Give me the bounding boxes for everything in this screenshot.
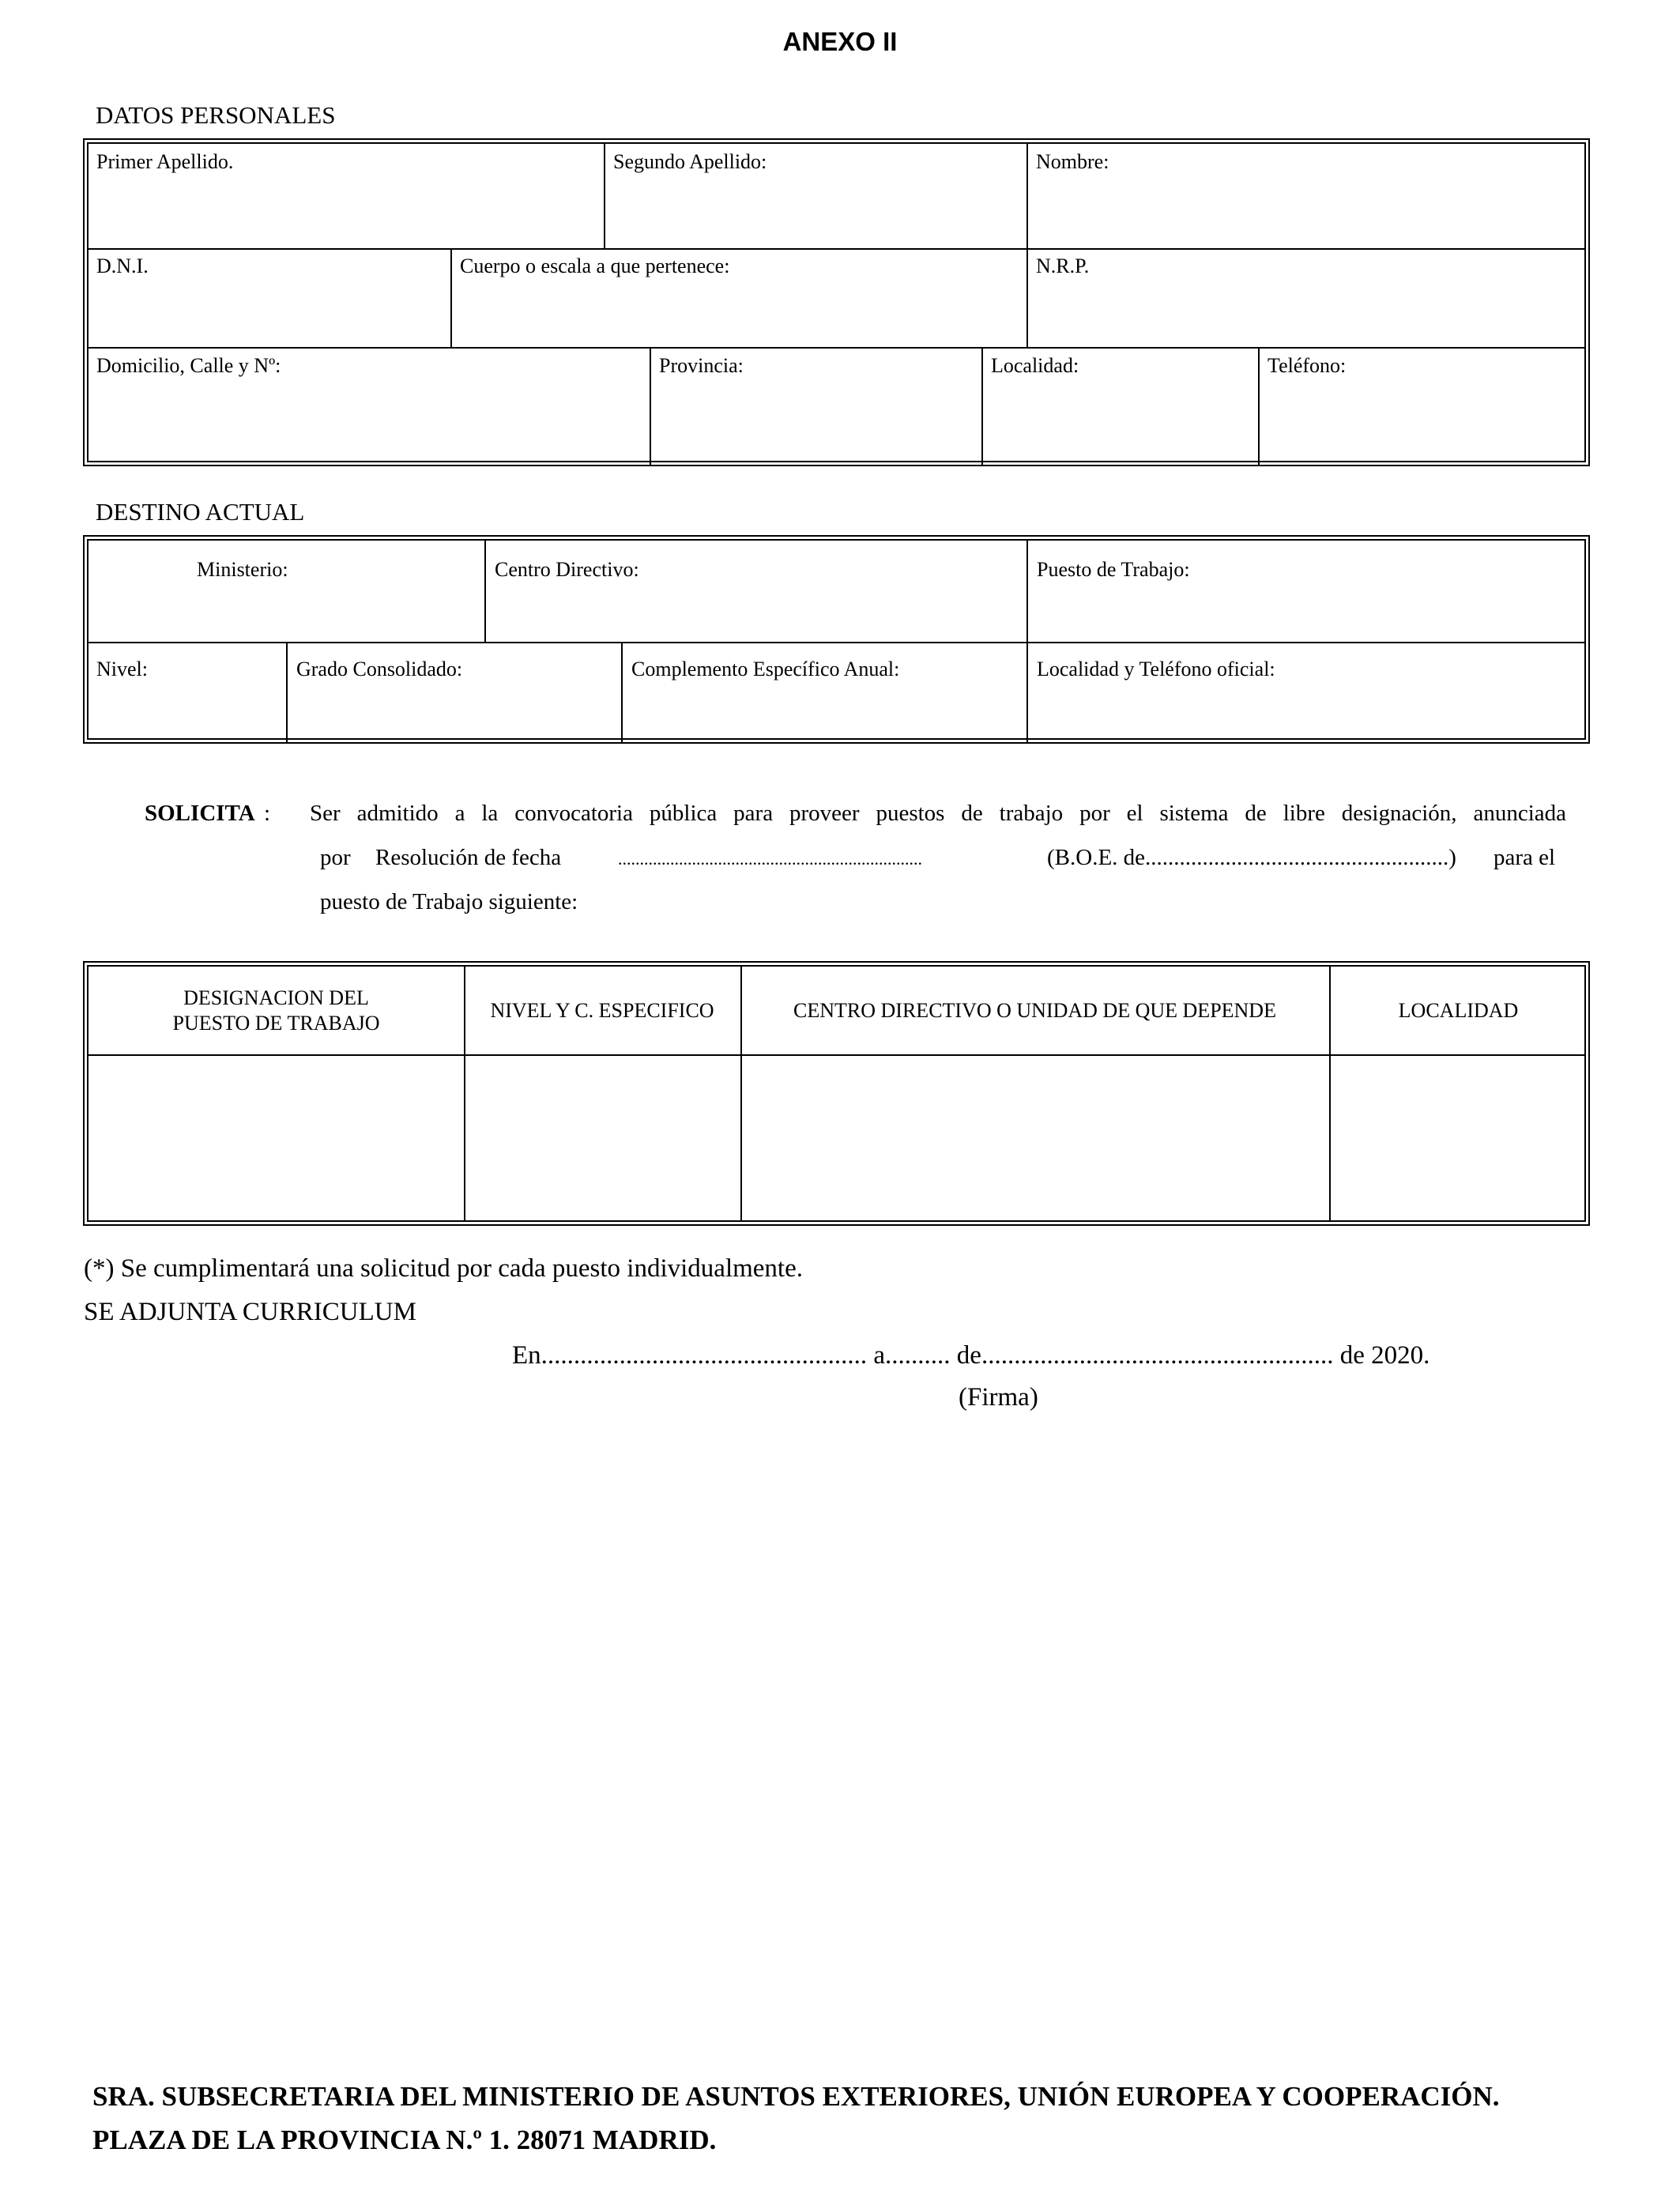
complemento-especifico-field[interactable]: Complemento Específico Anual: xyxy=(631,658,900,680)
row-divider xyxy=(89,248,1584,250)
col-divider xyxy=(286,642,288,743)
solicita-line-3: puesto de Trabajo siguiente: xyxy=(320,889,578,914)
datos-personales-heading: DATOS PERSONALES xyxy=(96,101,336,129)
col-divider xyxy=(650,347,651,466)
nrp-field[interactable]: N.R.P. xyxy=(1036,254,1090,277)
grado-consolidado-field[interactable]: Grado Consolidado: xyxy=(296,658,463,680)
domicilio-field[interactable]: Domicilio, Calle y Nº: xyxy=(96,354,281,377)
page-title: ANEXO II xyxy=(782,27,898,56)
col-divider xyxy=(1026,248,1028,347)
solicita-label: SOLICITA xyxy=(145,801,255,826)
solicita-resolucion: Resolución de fecha xyxy=(375,845,562,870)
localidad-telefono-field[interactable]: Localidad y Teléfono oficial: xyxy=(1037,658,1275,680)
col-divider xyxy=(604,144,605,248)
puesto-trabajo-field[interactable]: Puesto de Trabajo: xyxy=(1037,558,1190,581)
curriculum-text: SE ADJUNTA CURRICULUM xyxy=(84,1298,416,1326)
firma-date-line[interactable]: En.................................................. a.......... de...................................................... de 2020. xyxy=(512,1341,1430,1370)
solicita-por: por xyxy=(320,845,351,870)
col-divider xyxy=(1258,347,1260,466)
header-centro-directivo: CENTRO DIRECTIVO O UNIDAD DE QUE DEPENDE xyxy=(793,998,1276,1022)
header-designacion-line-2: PUESTO DE TRABAJO xyxy=(172,1011,380,1035)
cuerpo-field[interactable]: Cuerpo o escala a que pertenece: xyxy=(460,254,730,277)
header-designacion xyxy=(89,967,464,1054)
footer-addressee: SRA. SUBSECRETARIA DEL MINISTERIO DE ASUNTOS EXTERIORES, UNIÓN EUROPEA Y COOPERACIÓN. xyxy=(92,2081,1500,2112)
telefono-field[interactable]: Teléfono: xyxy=(1268,354,1347,377)
nombre-field[interactable]: Nombre: xyxy=(1036,150,1109,173)
col-divider xyxy=(1026,642,1028,743)
dni-field[interactable]: D.N.I. xyxy=(96,254,149,277)
nivel-field[interactable]: Nivel: xyxy=(96,658,148,680)
header-designacion-line-1: DESIGNACION DEL xyxy=(183,986,369,1009)
col-divider xyxy=(1026,144,1028,248)
col-divider xyxy=(450,248,452,347)
note-text: (*) Se cumplimentará una solicitud por cada puesto individualmente. xyxy=(84,1254,803,1283)
destino-actual-table xyxy=(83,535,1590,744)
centro-directivo-field[interactable]: Centro Directivo: xyxy=(495,558,639,581)
solicita-para-el: para el xyxy=(1494,845,1556,870)
nivel-input-cell[interactable] xyxy=(465,1056,740,1222)
solicita-line-1: Ser admitido a la convocatoria pública para proveer puestos de trabajo por el sistema de libre designación, anunciada xyxy=(310,801,1566,826)
col-divider xyxy=(484,541,486,642)
boe-fecha-blank[interactable]: (B.O.E. de.....................................................) xyxy=(1047,845,1456,870)
localidad-field[interactable]: Localidad: xyxy=(991,354,1079,377)
localidad-input-cell[interactable] xyxy=(1331,1056,1588,1222)
row-divider xyxy=(89,347,1584,349)
col-divider xyxy=(981,347,983,466)
row-divider xyxy=(89,642,1584,643)
puesto-table xyxy=(83,961,1590,1226)
footer-address: PLAZA DE LA PROVINCIA N.º 1. 28071 MADRID. xyxy=(92,2124,717,2155)
firma-label: (Firma) xyxy=(959,1383,1038,1412)
destino-actual-heading: DESTINO ACTUAL xyxy=(96,498,305,526)
header-localidad: LOCALIDAD xyxy=(1398,998,1519,1022)
solicita-colon: : xyxy=(264,801,271,826)
designacion-input-cell[interactable] xyxy=(89,1056,464,1222)
segundo-apellido-field[interactable]: Segundo Apellido: xyxy=(613,150,767,173)
ministerio-field[interactable]: Ministerio: xyxy=(197,558,288,581)
primer-apellido-field[interactable]: Primer Apellido. xyxy=(96,150,234,173)
provincia-field[interactable]: Provincia: xyxy=(659,354,744,377)
datos-personales-table xyxy=(83,138,1590,466)
header-nivel: NIVEL Y C. ESPECIFICO xyxy=(490,998,714,1022)
col-divider xyxy=(621,642,623,743)
resolucion-fecha-blank[interactable]: ...................................................................... xyxy=(618,849,922,869)
col-divider xyxy=(1026,541,1028,642)
centro-directivo-input-cell[interactable] xyxy=(742,1056,1329,1222)
